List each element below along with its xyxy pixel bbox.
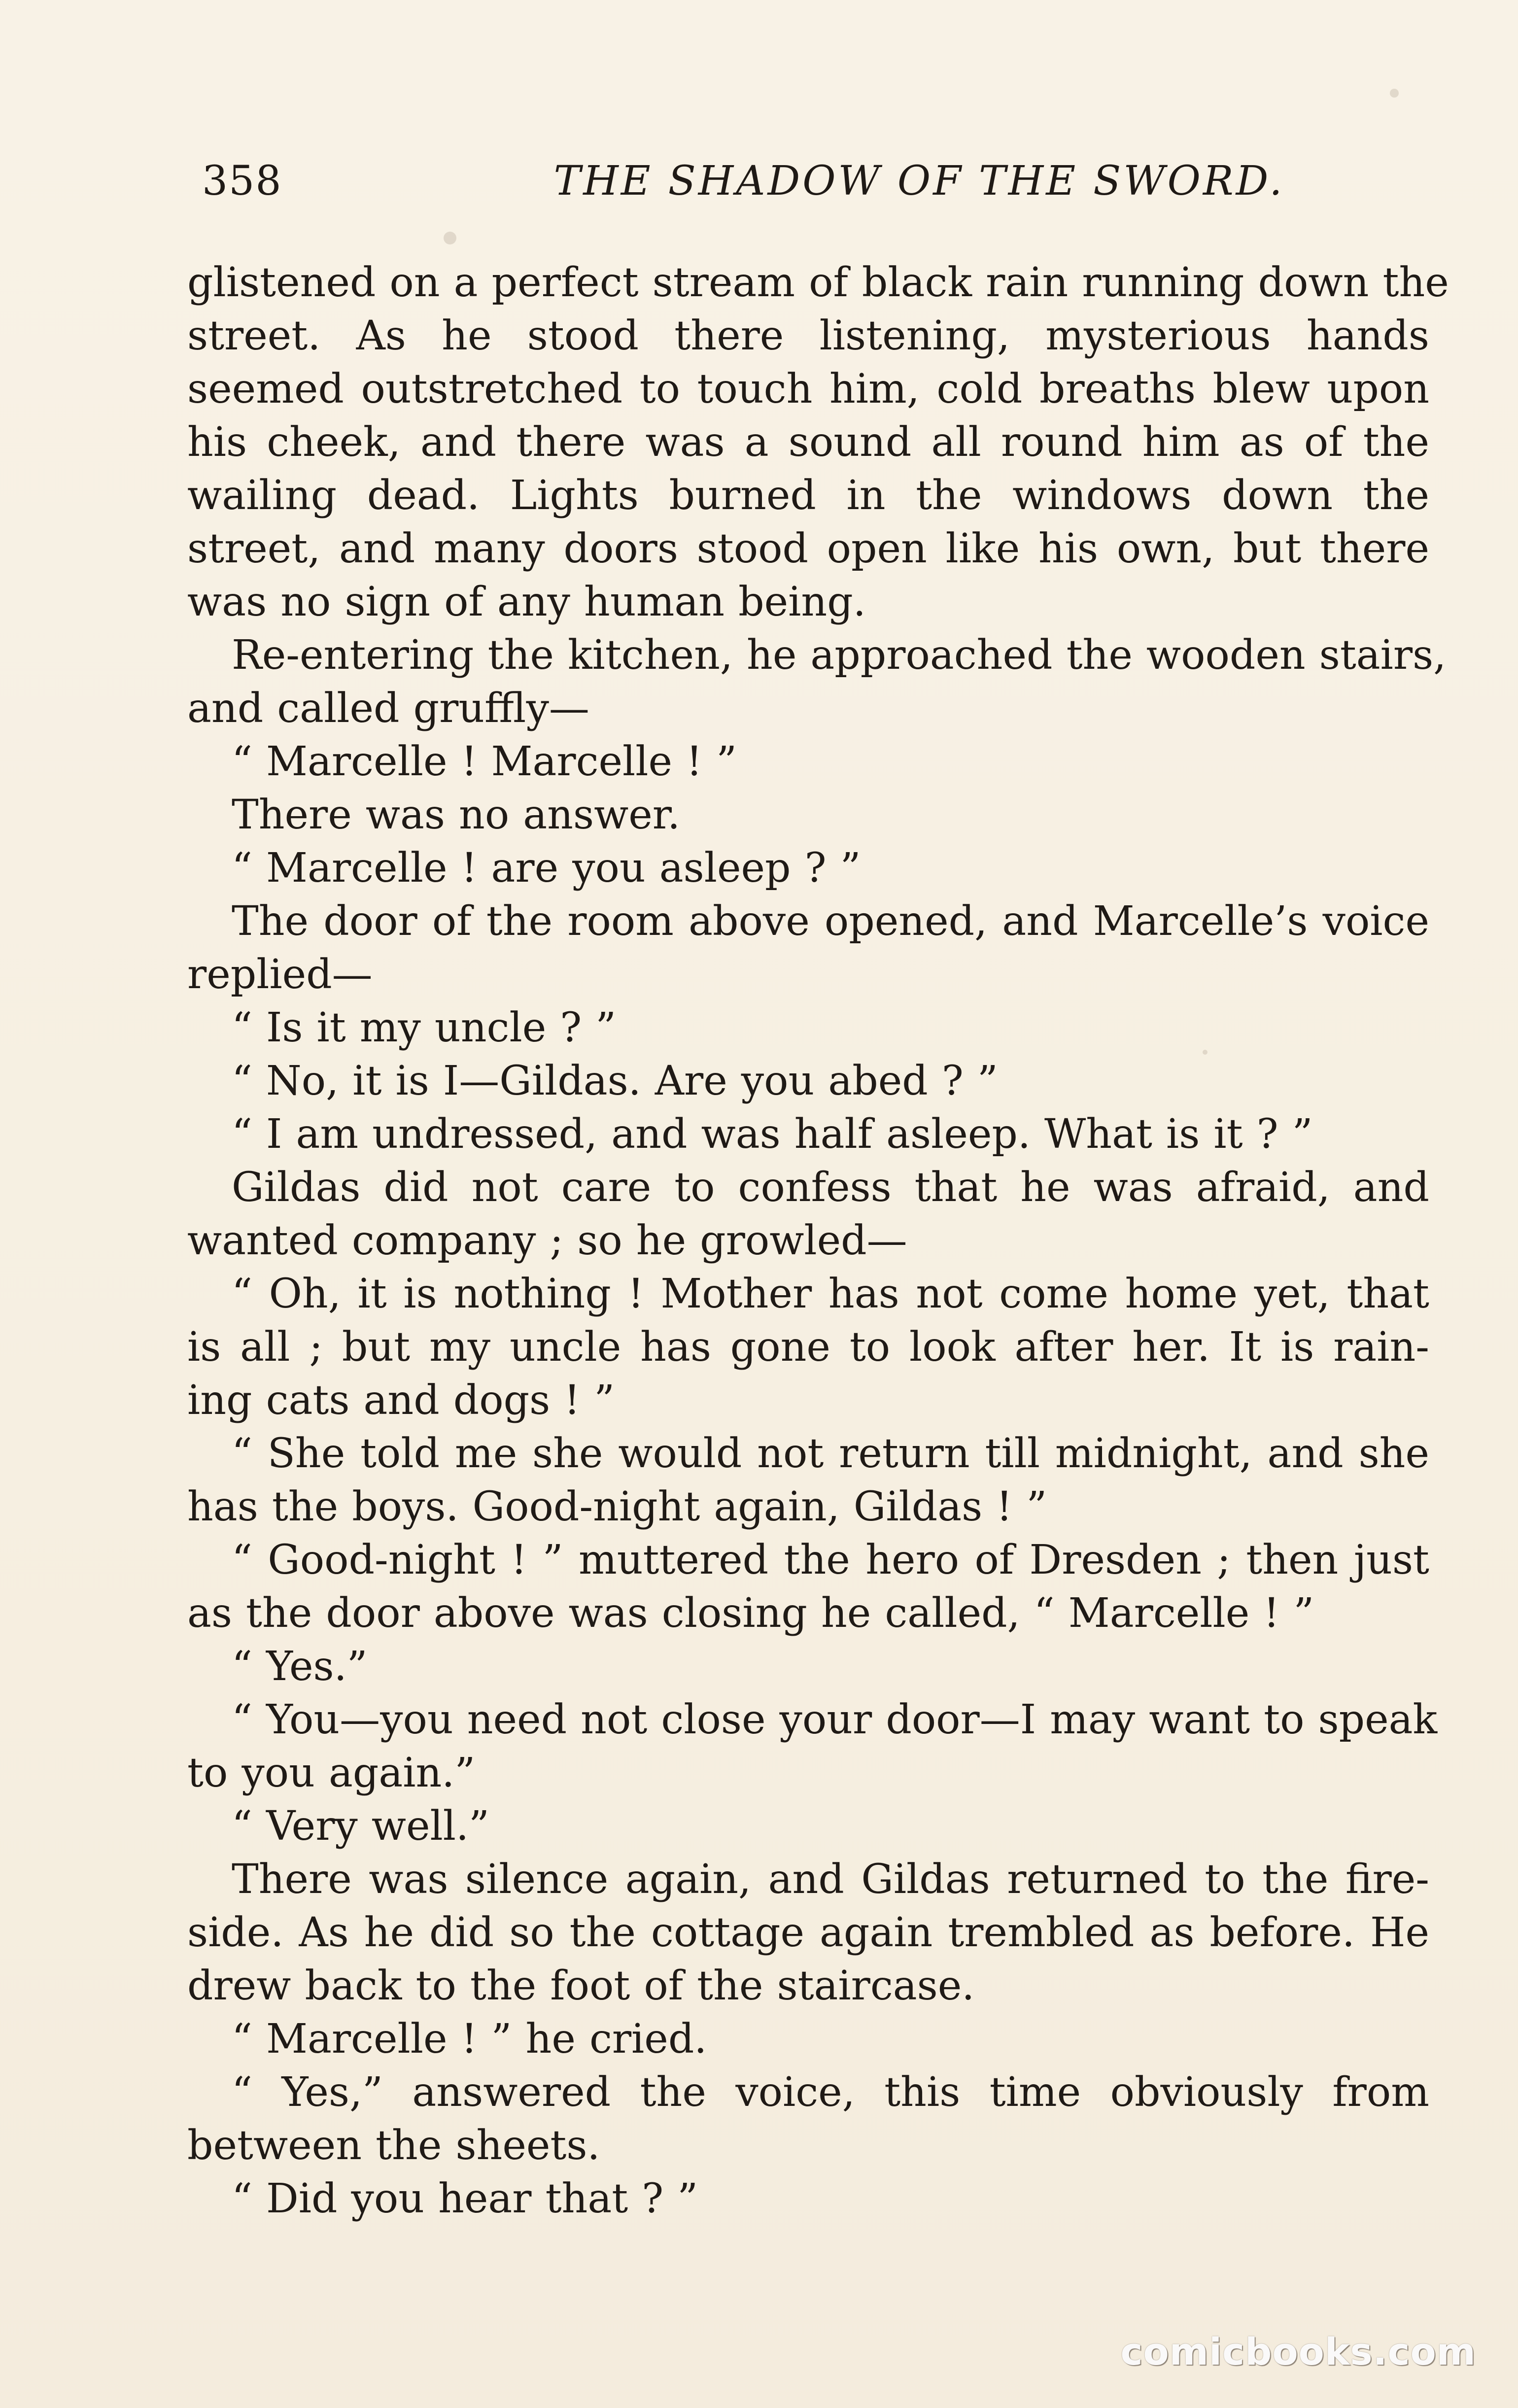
text-line: “ Did you hear that ? ” [232, 2175, 698, 2222]
text-line: side. As he did so the cottage again trembled as before. He [187, 1909, 1429, 1956]
text-line: “ No, it is I—Gildas. Are you abed ? ” [232, 1058, 998, 1104]
text-line: street. As he stood there listening, mysterious hands [187, 312, 1429, 359]
text-line: “ You—you need not close your door—I may want to speak [232, 1696, 1438, 1743]
text-line: There was no answer. [232, 791, 681, 838]
text-line: “ Marcelle ! ” he cried. [232, 2016, 707, 2063]
text-line: to you again.” [187, 1750, 476, 1796]
paper-speck [1390, 89, 1399, 98]
text-line: Gildas did not care to confess that he was afraid, and [232, 1164, 1429, 1211]
text-line: has the boys. Good-night again, Gildas ! ” [187, 1483, 1047, 1530]
text-line: between the sheets. [187, 2122, 600, 2169]
text-line: drew back to the foot of the staircase. [187, 1962, 975, 2009]
text-line: and called gruffly— [187, 685, 589, 732]
text-line: glistened on a perfect stream of black rain running down the [187, 259, 1449, 306]
text-line: seemed outstretched to touch him, cold breaths blew upon [187, 366, 1429, 413]
page-header [202, 158, 1434, 217]
text-line: “ Is it my uncle ? ” [232, 1004, 617, 1051]
text-line: his cheek, and there was a sound all round him as of the [187, 419, 1429, 466]
text-line: “ Very well.” [232, 1803, 489, 1850]
text-line: “ Yes.” [232, 1643, 368, 1690]
text-line: “ Good-night ! ” muttered the hero of Dresden ; then just [232, 1537, 1429, 1583]
text-line: “ Marcelle ! are you asleep ? ” [232, 845, 861, 892]
text-line: “ She told me she would not return till midnight, and she [232, 1430, 1429, 1477]
text-line: ing cats and dogs ! ” [187, 1377, 615, 1424]
body-text [187, 256, 1449, 2226]
text-line: “ Oh, it is nothing ! Mother has not come home yet, that [232, 1271, 1429, 1317]
text-line: wailing dead. Lights burned in the windows down the [187, 472, 1429, 519]
running-title: THE SHADOW OF THE SWORD. [553, 158, 1285, 205]
text-line: is all ; but my uncle has gone to look after her. It is rain- [187, 1324, 1429, 1371]
text-line: The door of the room above opened, and Marcelle’s voice [232, 898, 1429, 945]
watermark: comicbooks.com [1120, 2330, 1476, 2374]
text-line: There was silence again, and Gildas returned to the fire- [232, 1856, 1429, 1903]
text-line: “ Yes,” answered the voice, this time obviously from [232, 2069, 1429, 2116]
text-line: street, and many doors stood open like his own, but there [187, 525, 1429, 572]
page-number: 358 [202, 158, 282, 205]
text-line: wanted company ; so he growled— [187, 1217, 907, 1264]
text-line: “ I am undressed, and was half asleep. What is it ? ” [232, 1111, 1313, 1158]
text-line: as the door above was closing he called, “ Marcelle ! ” [187, 1590, 1314, 1637]
paper-speck [444, 232, 456, 244]
text-line: Re-entering the kitchen, he approached the wooden stairs, [232, 632, 1447, 679]
text-line: “ Marcelle ! Marcelle ! ” [232, 738, 737, 785]
text-line: replied— [187, 951, 373, 998]
text-line: was no sign of any human being. [187, 579, 866, 625]
